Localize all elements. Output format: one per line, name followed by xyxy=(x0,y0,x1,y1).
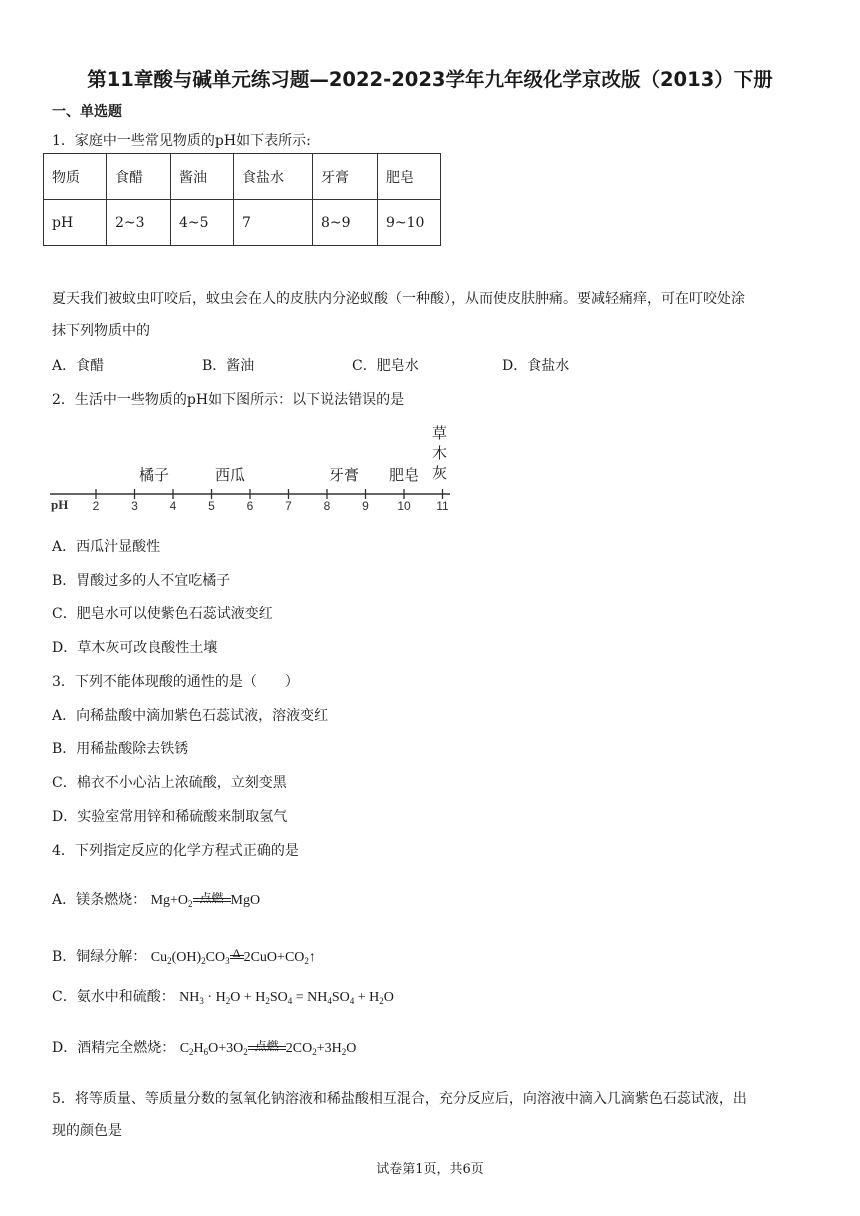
ph-tick-label: 10 xyxy=(397,499,411,513)
option-b xyxy=(52,946,316,966)
option-a: A．食醋 xyxy=(52,358,105,374)
table-cell: 7 xyxy=(234,200,313,246)
ph-item-label: 木 xyxy=(432,444,448,462)
question-2-stem: 2．生活中一些物质的pH如下图所示：以下说法错误的是 xyxy=(52,392,405,408)
table-cell: pH xyxy=(44,200,107,246)
equation: $C_2H_6O+3O_2$ 点燃 $2CO_2+3H_2O$ xyxy=(179,1039,357,1057)
option-a xyxy=(52,889,260,909)
ph-item-label: 牙膏 xyxy=(329,466,360,484)
option-d: D．草木灰可改良酸性土壤 xyxy=(52,640,218,656)
table-cell: 9~10 xyxy=(378,200,441,246)
ph-item-label: 肥皂 xyxy=(389,466,420,484)
ph-tick-label: 7 xyxy=(285,499,292,513)
page-title: 第11章酸与碱单元练习题—2022-2023学年九年级化学京改版（2013）下册 xyxy=(87,68,773,91)
option-d: D．实验室常用锌和稀硫酸来制取氢气 xyxy=(52,809,288,825)
option-c xyxy=(52,986,394,1006)
table-cell: 肥皂 xyxy=(378,154,441,200)
ph-ticks xyxy=(93,489,449,513)
ph-item-label: 草 xyxy=(432,424,448,442)
table-cell: 2~3 xyxy=(107,200,171,246)
question-5-text: 5．将等质量、等质量分数的氢氧化钠溶液和稀盐酸相互混合，充分反应后，向溶液中滴入几滴紫色石蕊试液，出 xyxy=(52,1091,747,1107)
table-cell: 4~5 xyxy=(171,200,234,246)
option-label: C．氨水中和硫酸： xyxy=(52,989,175,1005)
question-3-stem: 3．下列不能体现酸的通性的是（ ） xyxy=(52,674,299,690)
ph-tick-label: 9 xyxy=(362,499,369,513)
option-d xyxy=(52,1037,356,1057)
condition-label: 点燃 xyxy=(254,1039,279,1053)
ph-tick-label: 11 xyxy=(436,499,449,513)
table-cell: 食盐水 xyxy=(234,154,313,200)
option-c: C．肥皂水可以使紫色石蕊试液变红 xyxy=(52,606,273,622)
question-1-stem: 1．家庭中一些常见物质的pH如下表所示: xyxy=(52,133,311,149)
option-a: A．西瓜汁显酸性 xyxy=(52,539,161,555)
option-b: B．胃酸过多的人不宜吃橘子 xyxy=(52,573,231,589)
table-cell: 酱油 xyxy=(171,154,234,200)
ph-tick-label: 4 xyxy=(169,499,177,513)
table-row xyxy=(44,200,441,246)
ph-tick-label: 2 xyxy=(92,499,100,513)
ph-scale-figure xyxy=(45,418,465,518)
ph-tick-label: 8 xyxy=(323,499,331,513)
question-5-text: 现的颜色是 xyxy=(52,1123,122,1139)
ph-item-label: 灰 xyxy=(432,464,448,482)
equation: $NH_3 \cdot H_2O + H_2SO_4 = NH_4SO_4 + H_2O$ xyxy=(179,990,394,1006)
condition-label: 点燃 xyxy=(199,891,224,905)
ph-tick-label: 5 xyxy=(208,499,215,513)
ph-axis-label: pH xyxy=(51,497,69,512)
option-a: A．向稀盐酸中滴加紫色石蕊试液，溶液变红 xyxy=(52,708,329,724)
section-heading: 一、单选题 xyxy=(52,104,122,120)
question-1-text: 夏天我们被蚊虫叮咬后，蚊虫会在人的皮肤内分泌蚁酸（一种酸），从而使皮肤肿痛。要减轻痛痒，可在叮咬处涂 xyxy=(52,291,745,307)
question-1-text: 抹下列物质中的 xyxy=(52,323,150,339)
option-label: B．铜绿分解： xyxy=(52,949,147,965)
option-label: A．镁条燃烧： xyxy=(52,892,147,908)
ph-tick-label: 3 xyxy=(131,499,138,513)
option-c: C．肥皂水 xyxy=(352,358,419,374)
page-footer: 试卷第1页，共6页 xyxy=(376,1162,484,1177)
equation: $Cu_2(OH)_2CO_3$ Δ $2CuO+CO_2↑$ xyxy=(150,946,316,966)
ph-item-label: 橘子 xyxy=(139,466,170,484)
ph-tick-label: 6 xyxy=(246,499,254,513)
table-row xyxy=(44,154,441,200)
condition-label: Δ xyxy=(232,946,241,960)
table-cell: 牙膏 xyxy=(313,154,378,200)
ph-item-label: 西瓜 xyxy=(215,466,246,484)
ph-table xyxy=(43,153,441,246)
option-d: D．食盐水 xyxy=(502,358,570,374)
question-4-stem: 4．下列指定反应的化学方程式正确的是 xyxy=(52,843,299,859)
equation: $Mg+O_2$ 点燃 MgO xyxy=(150,891,261,909)
option-b: B．酱油 xyxy=(202,358,255,374)
option-b: B．用稀盐酸除去铁锈 xyxy=(52,741,189,757)
table-cell: 8~9 xyxy=(313,200,378,246)
table-cell: 物质 xyxy=(44,154,107,200)
option-label: D．酒精完全燃烧： xyxy=(52,1040,176,1056)
table-cell: 食醋 xyxy=(107,154,171,200)
option-c: C．棉衣不小心沾上浓硫酸，立刻变黑 xyxy=(52,775,287,791)
